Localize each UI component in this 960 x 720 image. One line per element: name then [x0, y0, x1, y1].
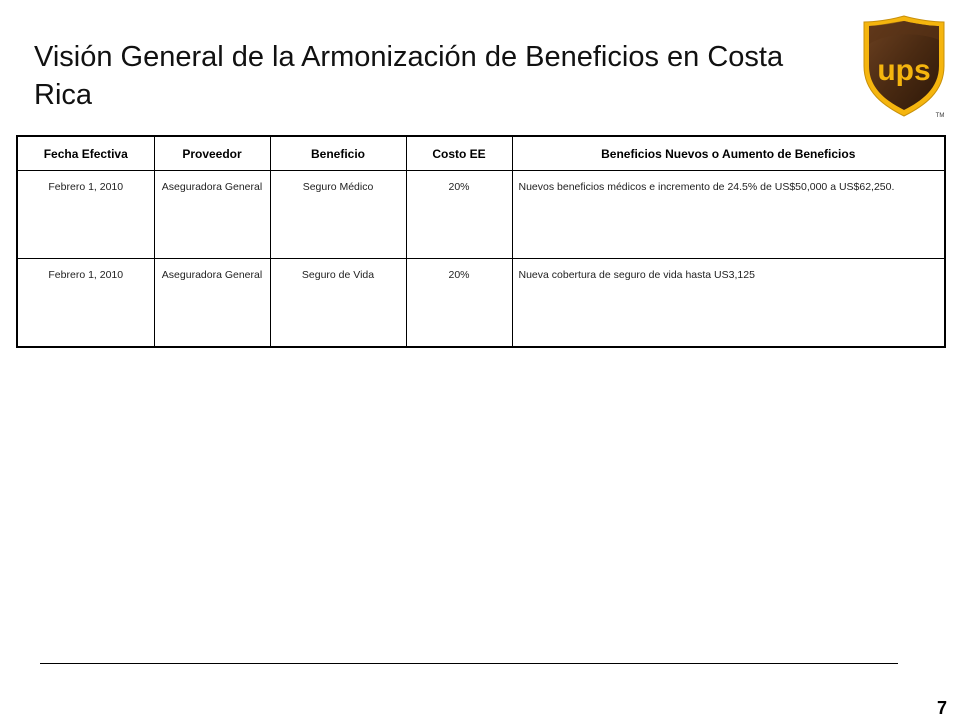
header-beneficios-nuevos: Beneficios Nuevos o Aumento de Beneficios	[512, 136, 945, 170]
header-costo-ee: Costo EE	[406, 136, 512, 170]
logo-text: ups	[877, 54, 931, 87]
logo-trademark: TM	[935, 113, 945, 118]
page-number: 7	[936, 698, 947, 718]
cell-fecha: Febrero 1, 2010	[17, 258, 154, 347]
header-proveedor: Proveedor	[154, 136, 270, 170]
cell-beneficio: Seguro de Vida	[270, 258, 406, 347]
table-header-row	[17, 136, 945, 170]
cell-proveedor: Aseguradora General	[154, 258, 270, 347]
cell-descripcion: Nuevos beneficios médicos e incremento de 24.5% de US$50,000 a US$62,250.	[512, 170, 945, 258]
cell-beneficio: Seguro Médico	[270, 170, 406, 258]
ups-logo	[860, 14, 948, 118]
table-row	[17, 258, 945, 347]
table-row	[17, 170, 945, 258]
ups-shield-icon	[860, 14, 948, 118]
cell-costo: 20%	[406, 258, 512, 347]
header-beneficio: Beneficio	[270, 136, 406, 170]
header-fecha-efectiva: Fecha Efectiva	[17, 136, 154, 170]
footer-divider	[40, 663, 898, 664]
cell-proveedor: Aseguradora General	[154, 170, 270, 258]
cell-fecha: Febrero 1, 2010	[17, 170, 154, 258]
cell-costo: 20%	[406, 170, 512, 258]
benefits-table	[16, 135, 946, 348]
cell-descripcion: Nueva cobertura de seguro de vida hasta US3,125	[512, 258, 945, 347]
slide-title: Visión General de la Armonización de Beneficios en Costa Rica	[34, 41, 784, 111]
